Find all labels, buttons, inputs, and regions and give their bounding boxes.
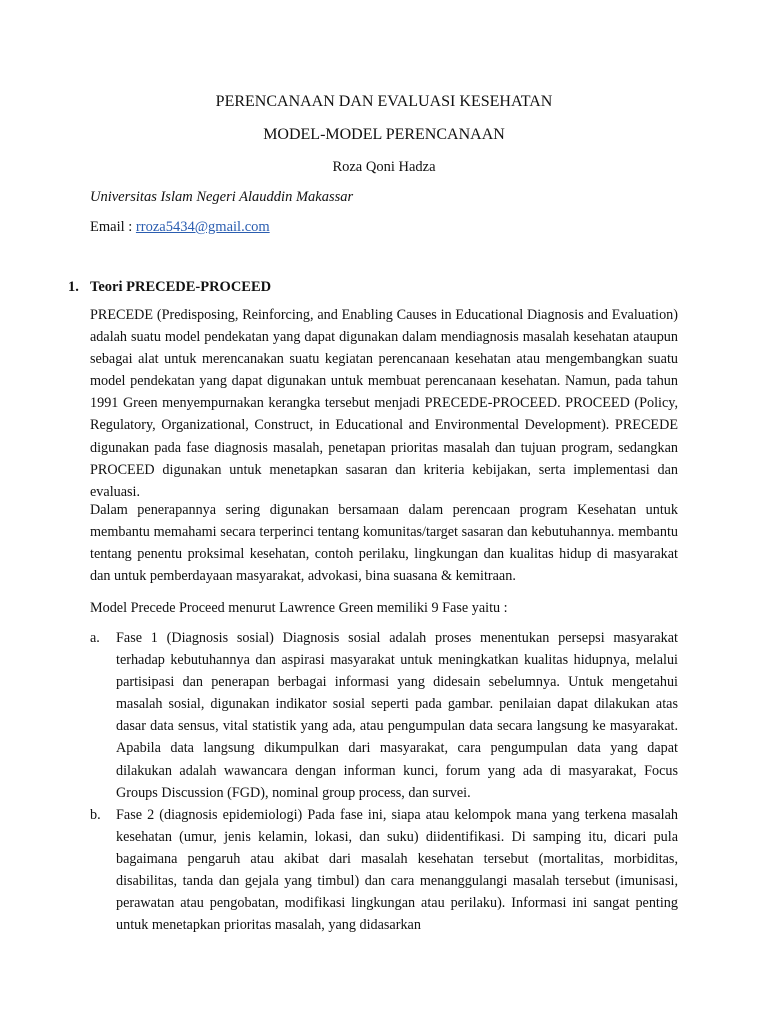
phase-list <box>90 627 678 936</box>
document-title: PERENCANAAN DAN EVALUASI KESEHATAN <box>215 93 553 110</box>
list-marker: b. <box>90 806 101 823</box>
email-label: Email : <box>90 219 136 235</box>
affiliation: Universitas Islam Negeri Alauddin Makassar <box>90 189 354 205</box>
paragraph: PRECEDE (Predisposing, Reinforcing, and Enabling Causes in Educational Diagnosis and Evaluation) adalah suatu model pendekatan yang dapat digunakan dalam mendiagnosis masalah kesehatan ataupun sebagai alat untuk merencanakan suatu kegiatan perencanaan kesehatan atau mengembangkan suatu model pendekatan yang dapat digunakan untuk membuat perencanaan kesehatan. Namun, pada tahun 1991 Green menyempurnakan kerangka tersebut menjadi PRECEDE-PROCEED. PROCEED (Policy, Regulatory, Organizational, Construct, in Educational and Environmental Development). PRECEDE digunakan pada fase diagnosis masalah, penetapan prioritas masalah dan tujuan program, sedangkan PROCEED digunakan untuk menetapkan sasaran dan kriteria kebijakan, serta implementasi dan evaluasi. <box>90 307 678 500</box>
list-item <box>90 804 678 937</box>
list-item-text: Fase 1 (Diagnosis sosial) Diagnosis sosial adalah proses menentukan persepsi masyarakat terhadap kebutuhannya dan aspirasi masyarakat untuk meningkatkan kualitas hidupnya, melalui partisipasi dan penerapan berbagai informasi yang didesain sebelumnya. Untuk mengetahui masalah sosial, digunakan indikator sosial seperti pada gambar. penilaian dapat dilakukan atas dasar data sensus, vital statistik yang ada, atau pengumpulan data secara langsung ke masyarakat. Apabila data langsung dikumpulkan dari masyarakat, cara pengumpulan data yang dapat dilakukan adalah wawancara dengan informan kunci, forum yang ada di masyarakat, Focus Groups Discussion (FGD), nominal group process, dan survei. <box>116 630 678 801</box>
email-link[interactable]: rroza5434@gmail.com <box>135 219 270 235</box>
section-heading <box>68 279 271 296</box>
paragraph: Dalam penerapannya sering digunakan bersamaan dalam perencaan program Kesehatan untuk membantu memahami secara terperinci tentang komunitas/target sasaran dan kebutuhannya. membantu tentang penentu proksimal kesehatan, contoh perilaku, lingkungan dan kualitas hidup di masyarakat dan untuk pemberdayaan masyarakat, advokasi, bina suasana & kemitraan. <box>90 502 678 585</box>
paragraph: Model Precede Proceed menurut Lawrence Green memiliki 9 Fase yaitu : <box>90 600 508 616</box>
email-line <box>90 219 270 236</box>
section-title: Teori PRECEDE-PROCEED <box>90 279 272 295</box>
list-item <box>90 627 678 804</box>
author-name: Roza Qoni Hadza <box>332 159 436 175</box>
list-marker: a. <box>90 630 100 646</box>
document-subtitle: MODEL-MODEL PERENCANAAN <box>263 126 505 143</box>
section-number: 1. <box>68 279 79 295</box>
list-item-text: Fase 2 (diagnosis epidemiologi) Pada fase ini, siapa atau kelompok mana yang terkena masalah kesehatan (umur, jenis kelamin, lokasi, dan suku) diidentifikasi. Di samping itu, dicari pula bagaimana pengaruh atau akibat dari masalah kesehatan tersebut (mortalitas, morbiditas, disabilitas, tanda dan gejala yang timbul) dan cara menanggulangi masalah tersebut (imunisasi, perawatan atau pengobatan, modifikasi lingkungan atau perilaku). Informasi ini sangat penting untuk menetapkan prioritas masalah, yang didasarkan <box>116 806 678 934</box>
